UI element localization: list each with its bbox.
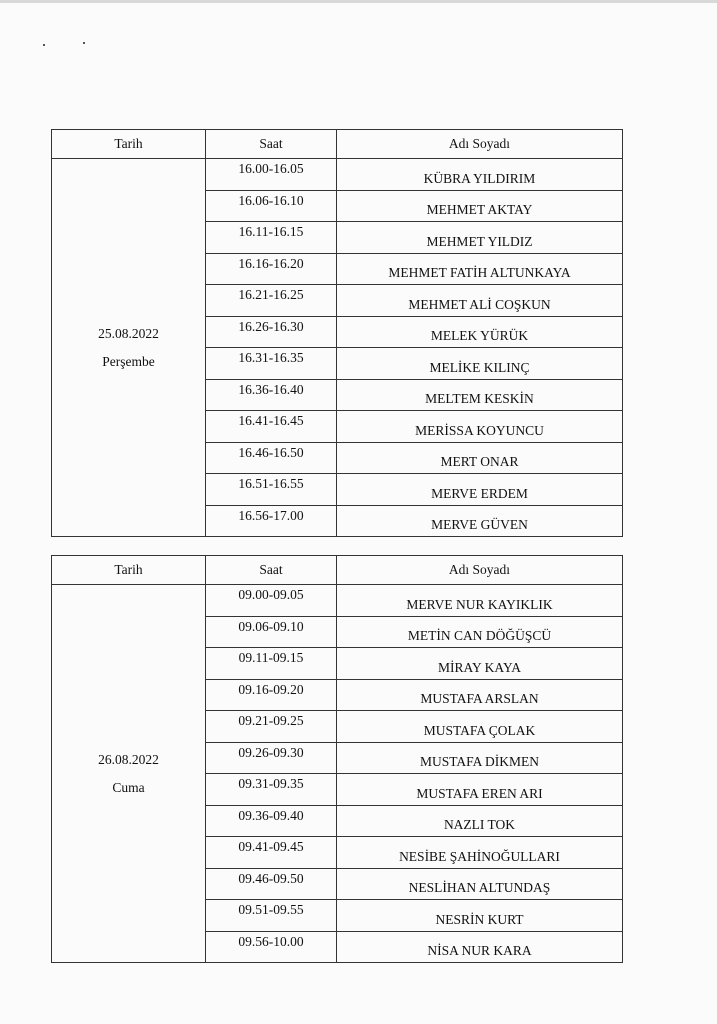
name-cell: NESRİN KURT: [337, 900, 623, 932]
time-cell: 09.46-09.50: [206, 868, 337, 900]
time-cell: 09.56-10.00: [206, 931, 337, 963]
time-cell: 16.36-16.40: [206, 379, 337, 411]
schedule-table-1: [51, 129, 623, 537]
header-name: Adı Soyadı: [337, 556, 623, 585]
time-cell: 09.31-09.35: [206, 774, 337, 806]
time-cell: 09.16-09.20: [206, 679, 337, 711]
time-cell: 09.41-09.45: [206, 837, 337, 869]
time-cell: 09.21-09.25: [206, 711, 337, 743]
name-cell: MERVE NUR KAYIKLIK: [337, 585, 623, 617]
time-cell: 16.46-16.50: [206, 442, 337, 474]
name-cell: NAZLI TOK: [337, 805, 623, 837]
header-time: Saat: [206, 556, 337, 585]
time-cell: 09.11-09.15: [206, 648, 337, 680]
name-cell: MELEK YÜRÜK: [337, 316, 623, 348]
scan-speck: [43, 44, 45, 46]
name-cell: MEHMET ALİ COŞKUN: [337, 285, 623, 317]
scan-edge: [0, 0, 717, 3]
name-cell: KÜBRA YILDIRIM: [337, 159, 623, 191]
scan-speck: [83, 42, 85, 44]
name-cell: MERİSSA KOYUNCU: [337, 411, 623, 443]
name-cell: MELİKE KILINÇ: [337, 348, 623, 380]
name-cell: MEHMET FATİH ALTUNKAYA: [337, 253, 623, 285]
name-cell: METİN CAN DÖĞÜŞCÜ: [337, 616, 623, 648]
table-row: [52, 585, 623, 617]
name-cell: NESLİHAN ALTUNDAŞ: [337, 868, 623, 900]
name-cell: MERVE GÜVEN: [337, 505, 623, 537]
time-cell: 16.21-16.25: [206, 285, 337, 317]
name-cell: MEHMET YILDIZ: [337, 222, 623, 254]
table-header-row: [52, 130, 623, 159]
table-row: [52, 159, 623, 191]
name-cell: MEHMET AKTAY: [337, 190, 623, 222]
day-text: Cuma: [112, 779, 145, 795]
time-cell: 09.06-09.10: [206, 616, 337, 648]
name-cell: MİRAY KAYA: [337, 648, 623, 680]
schedule-table-2: [51, 555, 623, 963]
header-date: Tarih: [52, 130, 206, 159]
header-time: Saat: [206, 130, 337, 159]
date-cell: [52, 585, 206, 963]
name-cell: MUSTAFA EREN ARI: [337, 774, 623, 806]
time-cell: 16.51-16.55: [206, 474, 337, 506]
header-date: Tarih: [52, 556, 206, 585]
time-cell: 09.00-09.05: [206, 585, 337, 617]
name-cell: MELTEM KESKİN: [337, 379, 623, 411]
name-cell: MUSTAFA ÇOLAK: [337, 711, 623, 743]
name-cell: MERT ONAR: [337, 442, 623, 474]
time-cell: 16.56-17.00: [206, 505, 337, 537]
time-cell: 16.26-16.30: [206, 316, 337, 348]
date-cell: [52, 159, 206, 537]
time-cell: 16.31-16.35: [206, 348, 337, 380]
day-text: Perşembe: [102, 353, 155, 369]
time-cell: 16.16-16.20: [206, 253, 337, 285]
name-cell: NİSA NUR KARA: [337, 931, 623, 963]
name-cell: MUSTAFA ARSLAN: [337, 679, 623, 711]
name-cell: MUSTAFA DİKMEN: [337, 742, 623, 774]
date-text: 25.08.2022: [98, 325, 159, 341]
header-name: Adı Soyadı: [337, 130, 623, 159]
table-header-row: [52, 556, 623, 585]
time-cell: 09.51-09.55: [206, 900, 337, 932]
date-text: 26.08.2022: [98, 751, 159, 767]
time-cell: 16.06-16.10: [206, 190, 337, 222]
time-cell: 09.36-09.40: [206, 805, 337, 837]
time-cell: 16.41-16.45: [206, 411, 337, 443]
time-cell: 16.00-16.05: [206, 159, 337, 191]
time-cell: 16.11-16.15: [206, 222, 337, 254]
name-cell: NESİBE ŞAHİNOĞULLARI: [337, 837, 623, 869]
time-cell: 09.26-09.30: [206, 742, 337, 774]
name-cell: MERVE ERDEM: [337, 474, 623, 506]
